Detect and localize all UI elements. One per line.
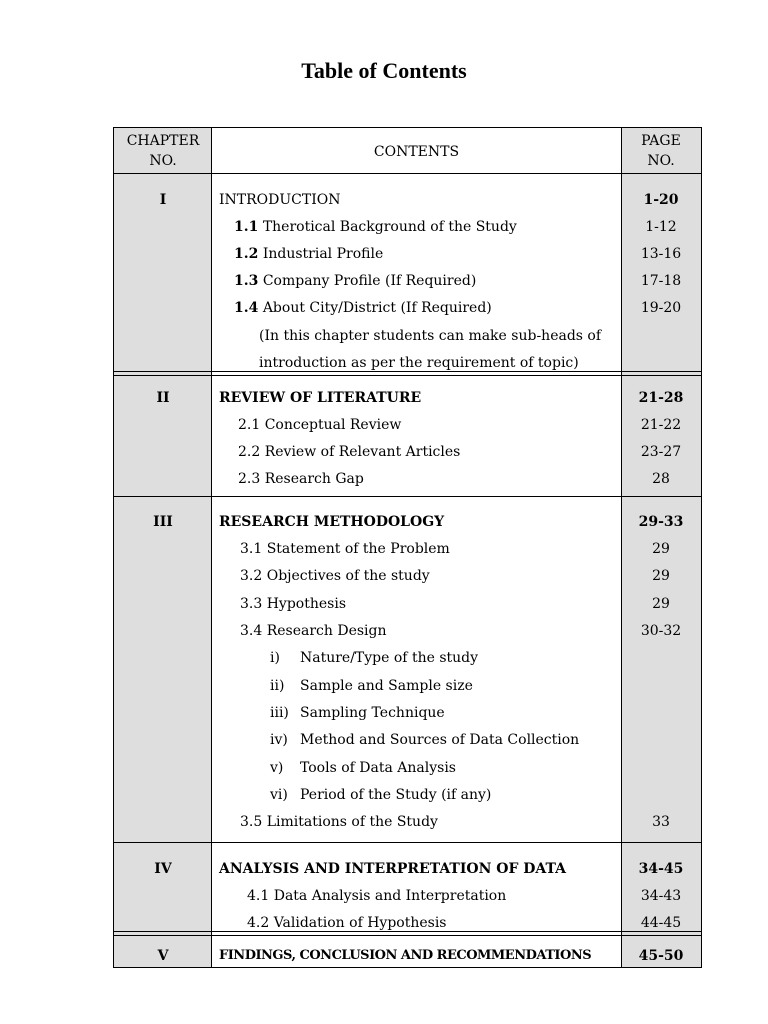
header-page-line1: PAGE <box>641 133 681 149</box>
toc-item-pages: 33 <box>652 814 670 830</box>
toc-item-number: 1.2 <box>234 246 259 262</box>
toc-item: 4.1 Data Analysis and Interpretation <box>247 888 507 904</box>
design-item <box>270 785 491 805</box>
toc-item-pages: 29 <box>652 568 670 584</box>
chapter-title: REVIEW OF LITERATURE <box>219 390 422 406</box>
toc-item-number: 1.1 <box>234 219 259 235</box>
design-item-roman: ii) <box>270 678 285 694</box>
page-title: Table of Contents <box>301 58 467 83</box>
toc-item-pages: 23-27 <box>640 444 682 460</box>
toc-item-pages: 17-18 <box>640 273 682 289</box>
header-contents: CONTENTS <box>373 144 460 160</box>
toc-item-text: Industrial Profile <box>262 246 384 262</box>
header-chapter-no <box>114 131 212 171</box>
design-item-text: Period of the Study (if any) <box>300 787 492 803</box>
design-item <box>270 676 473 696</box>
toc-item-pages: 28 <box>652 471 670 487</box>
toc-item-pages: 29 <box>652 541 670 557</box>
toc-item-text: Company Profile (If Required) <box>262 273 477 289</box>
toc-item: 3.2 Objectives of the study <box>240 568 430 584</box>
toc-item-number: 1.3 <box>234 273 259 289</box>
toc-item: 2.3 Research Gap <box>238 471 364 487</box>
chapter-number: II <box>156 390 170 406</box>
design-item-roman: v) <box>270 760 284 776</box>
design-item-text: Sample and Sample size <box>300 678 473 694</box>
toc-item: 2.2 Review of Relevant Articles <box>238 444 461 460</box>
header-chapter-line2: NO. <box>149 153 177 169</box>
design-item-text: Nature/Type of the study <box>300 650 479 666</box>
header-page-line2: NO. <box>647 153 675 169</box>
design-item <box>270 648 478 668</box>
toc-item: 3.4 Research Design <box>240 623 387 639</box>
design-item-roman: i) <box>270 650 280 666</box>
toc-item <box>234 217 517 237</box>
design-item-text: Method and Sources of Data Collection <box>300 732 580 748</box>
design-item-text: Tools of Data Analysis <box>300 760 456 776</box>
design-item-roman: iv) <box>270 732 288 748</box>
toc-item-pages: 21-22 <box>640 417 682 433</box>
toc-item-number: 1.4 <box>234 300 259 316</box>
toc-item <box>234 244 383 264</box>
toc-item-pages: 30-32 <box>640 623 682 639</box>
chapter-number: I <box>159 192 167 208</box>
toc-item: 2.1 Conceptual Review <box>238 417 402 433</box>
toc-item-text: Therotical Background of the Study <box>262 219 517 235</box>
chapter-pages: 34-45 <box>638 861 684 877</box>
header-page-no <box>621 131 701 171</box>
toc-item-text: About City/District (If Required) <box>262 300 492 316</box>
chapter-note: (In this chapter students can make sub-heads of <box>259 328 602 344</box>
toc-item-pages: 34-43 <box>640 888 682 904</box>
design-item <box>270 758 456 778</box>
design-item <box>270 730 579 750</box>
chapter-note: introduction as per the requirement of topic) <box>259 355 579 371</box>
chapter-pages: 1-20 <box>643 192 679 208</box>
chapter-pages: 29-33 <box>638 514 684 530</box>
chapter-divider <box>114 496 701 497</box>
chapter-divider <box>114 842 701 843</box>
design-item-roman: iii) <box>270 705 289 721</box>
toc-item <box>234 298 492 318</box>
toc-item-pages: 1-12 <box>645 219 677 235</box>
toc-item: 4.2 Validation of Hypothesis <box>247 915 447 931</box>
chapter-number: IV <box>154 861 172 877</box>
chapter-pages: 45-50 <box>638 948 684 964</box>
chapter-pages: 21-28 <box>638 390 684 406</box>
toc-item: 3.1 Statement of the Problem <box>240 541 450 557</box>
design-item-roman: vi) <box>270 787 288 803</box>
toc-item: 3.3 Hypothesis <box>240 596 346 612</box>
toc-item-pages: 13-16 <box>640 246 682 262</box>
toc-item: 3.5 Limitations of the Study <box>240 814 438 830</box>
chapter-title: FINDINGS, CONCLUSION AND RECOMMENDATIONS <box>219 948 592 963</box>
chapter-number: V <box>157 948 169 964</box>
chapter-title: INTRODUCTION <box>219 192 341 208</box>
chapter-number: III <box>153 514 173 530</box>
chapter-title: RESEARCH METHODOLOGY <box>219 514 445 530</box>
header-divider <box>114 173 701 174</box>
design-item-text: Sampling Technique <box>300 705 445 721</box>
chapter-title: ANALYSIS AND INTERPRETATION OF DATA <box>219 861 567 877</box>
toc-item-pages: 19-20 <box>640 300 682 316</box>
design-item <box>270 703 445 723</box>
toc-item-pages: 44-45 <box>640 915 682 931</box>
toc-item-pages: 29 <box>652 596 670 612</box>
table-of-contents <box>113 127 702 968</box>
toc-item <box>234 271 476 291</box>
header-chapter-line1: CHAPTER <box>126 133 200 149</box>
